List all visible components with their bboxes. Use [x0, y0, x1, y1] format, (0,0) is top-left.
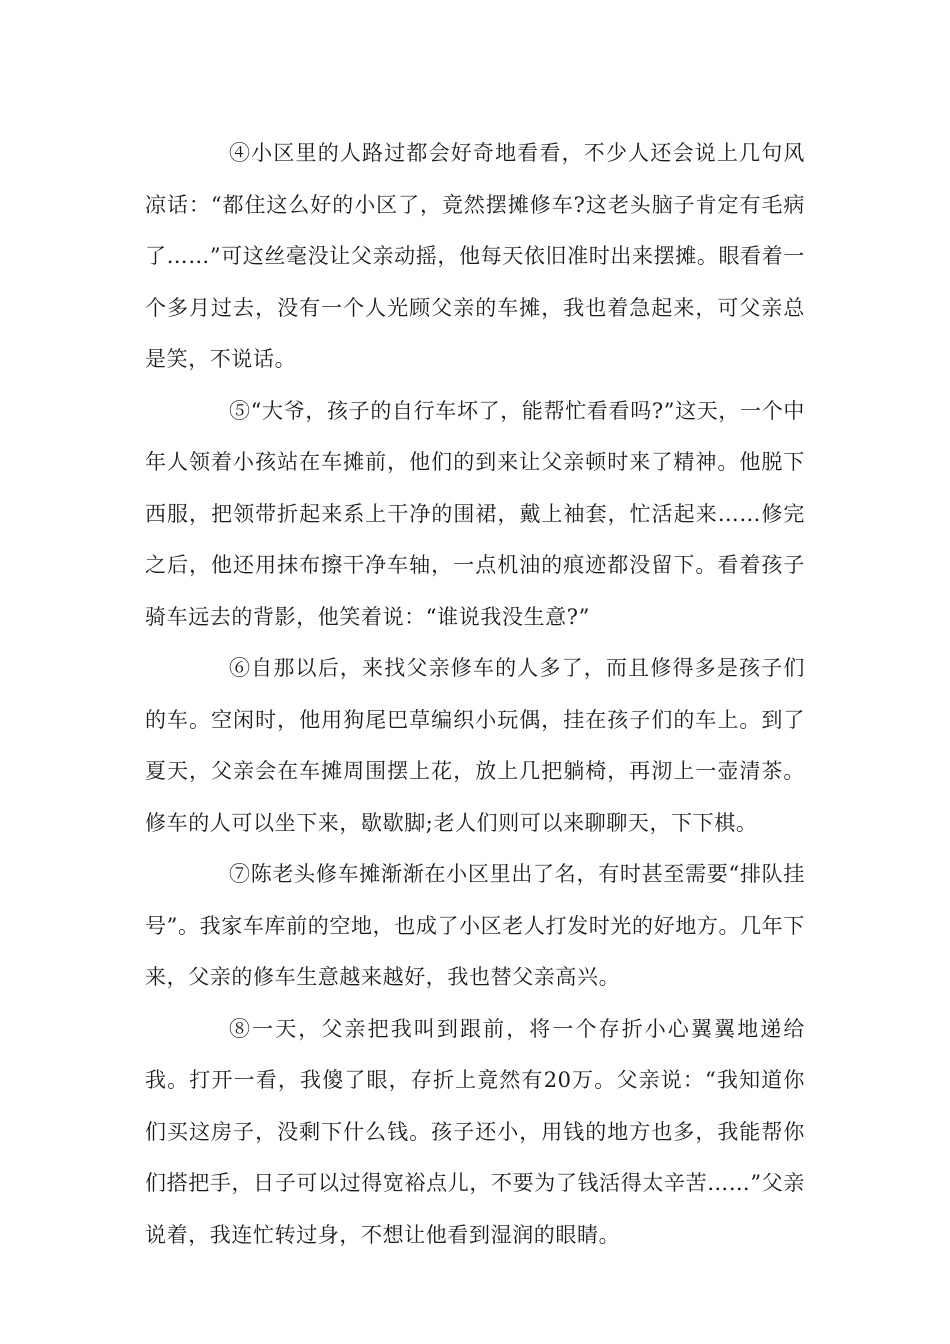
paragraph-6: ⑥自那以后，来找父亲修车的人多了，而且修得多是孩子们的车。空闲时，他用狗尾巴草编织小玩偶，挂在孩子们的车上。到了夏天，父亲会在车摊周围摆上花，放上几把躺椅，再沏上一壶清茶。修车的人可以坐下来，歇歇脚;老人们则可以来聊聊天，下下棋。	[145, 656, 805, 835]
paragraph-8: ⑧一天，父亲把我叫到跟前，将一个存折小心翼翼地递给我。打开一看，我傻了眼，存折上竟然有20万。父亲说：“我知道你们买这房子，没剩下什么钱。孩子还小，用钱的地方也多，我能帮你们搭把手，日子可以过得宽裕点儿，不要为了钱活得太辛苦……”父亲说着，我连忙转过身，不想让他看到湿润的眼睛。	[145, 1016, 805, 1247]
document-page	[145, 128, 805, 1261]
paragraph-5: ⑤“大爷，孩子的自行车坏了，能帮忙看看吗?”这天，一个中年人领着小孩站在车摊前，他们的到来让父亲顿时来了精神。他脱下西服，把领带折起来系上干净的围裙，戴上袖套，忙活起来……修完之后，他还用抹布擦干净车轴，一点机油的痕迹都没留下。看着孩子骑车远去的背影，他笑着说：“谁说我没生意?”	[145, 398, 805, 629]
paragraph-4: ④小区里的人路过都会好奇地看看，不少人还会说上几句风凉话：“都住这么好的小区了，竟然摆摊修车?这老头脑子肯定有毛病了……”可这丝毫没让父亲动摇，他每天依旧准时出来摆摊。眼看着一个多月过去，没有一个人光顾父亲的车摊，我也着急起来，可父亲总是笑，不说话。	[145, 141, 805, 371]
paragraph-7: ⑦陈老头修车摊渐渐在小区里出了名，有时甚至需要“排队挂号”。我家车库前的空地，也成了小区老人打发时光的好地方。几年下来，父亲的修车生意越来越好，我也替父亲高兴。	[145, 862, 805, 989]
